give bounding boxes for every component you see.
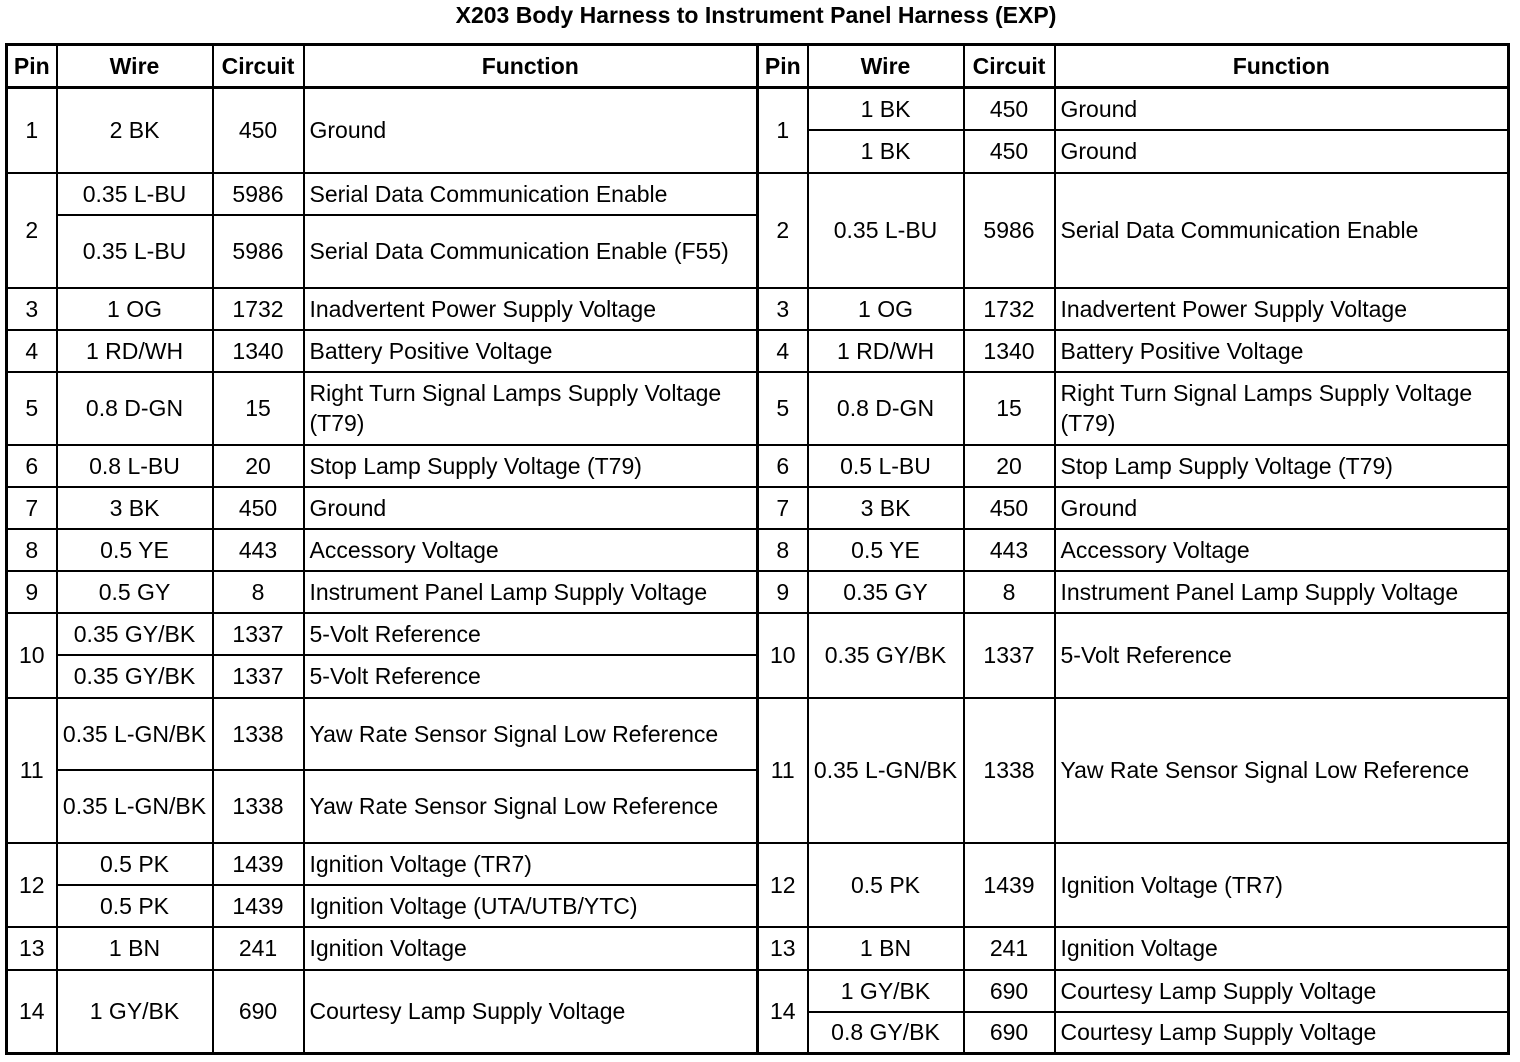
pin-cell: 11	[7, 698, 57, 843]
wire-cell: 1 OG	[808, 288, 964, 330]
pin-cell: 1	[758, 88, 808, 173]
function-cell: 5-Volt Reference	[304, 613, 758, 655]
header-circuit: Circuit	[213, 45, 304, 88]
circuit-cell: 450	[964, 130, 1055, 173]
table-row	[7, 487, 1509, 529]
header-function: Function	[304, 45, 758, 88]
circuit-cell: 1338	[213, 698, 304, 770]
circuit-cell: 1439	[213, 843, 304, 885]
pin-cell: 5	[758, 372, 808, 445]
table-row	[7, 88, 1509, 130]
pin-cell: 9	[758, 571, 808, 613]
function-cell: Serial Data Communication Enable (F55)	[304, 215, 758, 288]
wire-cell: 1 BK	[808, 130, 964, 173]
wire-cell: 3 BK	[57, 487, 213, 529]
function-cell: Ground	[1055, 487, 1509, 529]
wire-cell: 0.5 L-BU	[808, 445, 964, 487]
function-cell: Ground	[304, 487, 758, 529]
wire-cell: 1 GY/BK	[808, 970, 964, 1012]
wire-cell: 0.35 L-GN/BK	[57, 770, 213, 843]
function-cell: Instrument Panel Lamp Supply Voltage	[1055, 571, 1509, 613]
pin-cell: 8	[7, 529, 57, 571]
wire-cell: 0.35 L-GN/BK	[808, 698, 964, 843]
function-cell: Inadvertent Power Supply Voltage	[1055, 288, 1509, 330]
function-cell: Right Turn Signal Lamps Supply Voltage (T79)	[1055, 372, 1509, 445]
circuit-cell: 450	[213, 487, 304, 529]
function-cell: Inadvertent Power Supply Voltage	[304, 288, 758, 330]
wire-cell: 0.35 GY/BK	[57, 613, 213, 655]
function-cell: Yaw Rate Sensor Signal Low Reference	[304, 770, 758, 843]
function-cell: Yaw Rate Sensor Signal Low Reference	[1055, 698, 1509, 843]
circuit-cell: 20	[213, 445, 304, 487]
header-function: Function	[1055, 45, 1509, 88]
circuit-cell: 5986	[213, 173, 304, 215]
circuit-cell: 443	[213, 529, 304, 571]
table-row	[7, 927, 1509, 970]
table-row	[7, 173, 1509, 215]
header-pin: Pin	[758, 45, 808, 88]
circuit-cell: 8	[964, 571, 1055, 613]
wire-cell: 1 RD/WH	[808, 330, 964, 372]
header-wire: Wire	[57, 45, 213, 88]
function-cell: Stop Lamp Supply Voltage (T79)	[1055, 445, 1509, 487]
table-row	[7, 372, 1509, 445]
function-cell: Ground	[304, 88, 758, 173]
wire-cell: 3 BK	[808, 487, 964, 529]
function-cell: Battery Positive Voltage	[304, 330, 758, 372]
pin-cell: 7	[7, 487, 57, 529]
function-cell: Courtesy Lamp Supply Voltage	[1055, 1012, 1509, 1054]
circuit-cell: 450	[213, 88, 304, 173]
circuit-cell: 1337	[964, 613, 1055, 698]
header-wire: Wire	[808, 45, 964, 88]
circuit-cell: 1338	[964, 698, 1055, 843]
table-row	[7, 330, 1509, 372]
pin-cell: 9	[7, 571, 57, 613]
wire-cell: 0.5 PK	[808, 843, 964, 927]
function-cell: Instrument Panel Lamp Supply Voltage	[304, 571, 758, 613]
function-cell: Accessory Voltage	[304, 529, 758, 571]
circuit-cell: 1340	[213, 330, 304, 372]
wire-cell: 1 GY/BK	[57, 970, 213, 1054]
circuit-cell: 1340	[964, 330, 1055, 372]
wire-cell: 1 BK	[808, 88, 964, 130]
circuit-cell: 8	[213, 571, 304, 613]
function-cell: Ground	[1055, 88, 1509, 130]
circuit-cell: 1439	[213, 885, 304, 927]
wire-cell: 0.35 L-BU	[57, 215, 213, 288]
function-cell: Serial Data Communication Enable	[1055, 173, 1509, 288]
pin-cell: 13	[7, 927, 57, 970]
circuit-cell: 15	[213, 372, 304, 445]
circuit-cell: 690	[964, 1012, 1055, 1054]
pin-cell: 1	[7, 88, 57, 173]
header-row	[7, 45, 1509, 88]
function-cell: Ground	[1055, 130, 1509, 173]
table-row	[7, 529, 1509, 571]
table-row	[7, 613, 1509, 655]
pin-cell: 7	[758, 487, 808, 529]
wire-cell: 0.35 L-BU	[808, 173, 964, 288]
pin-cell: 12	[7, 843, 57, 927]
function-cell: Ignition Voltage	[304, 927, 758, 970]
function-cell: 5-Volt Reference	[304, 655, 758, 698]
pin-cell: 13	[758, 927, 808, 970]
function-cell: 5-Volt Reference	[1055, 613, 1509, 698]
function-cell: Courtesy Lamp Supply Voltage	[1055, 970, 1509, 1012]
table-row	[7, 288, 1509, 330]
pin-cell: 3	[758, 288, 808, 330]
pin-cell: 2	[758, 173, 808, 288]
wire-cell: 0.5 YE	[808, 529, 964, 571]
table-row	[7, 970, 1509, 1012]
circuit-cell: 1337	[213, 613, 304, 655]
pin-cell: 6	[758, 445, 808, 487]
pin-cell: 8	[758, 529, 808, 571]
function-cell: Right Turn Signal Lamps Supply Voltage (T79)	[304, 372, 758, 445]
function-cell: Ignition Voltage (UTA/UTB/YTC)	[304, 885, 758, 927]
circuit-cell: 15	[964, 372, 1055, 445]
pin-cell: 10	[758, 613, 808, 698]
pin-cell: 4	[758, 330, 808, 372]
table-row	[7, 698, 1509, 770]
pin-cell: 11	[758, 698, 808, 843]
wire-cell: 0.5 YE	[57, 529, 213, 571]
function-cell: Ignition Voltage	[1055, 927, 1509, 970]
header-circuit: Circuit	[964, 45, 1055, 88]
wire-cell: 0.5 PK	[57, 843, 213, 885]
function-cell: Yaw Rate Sensor Signal Low Reference	[304, 698, 758, 770]
wire-cell: 0.35 GY	[808, 571, 964, 613]
function-cell: Accessory Voltage	[1055, 529, 1509, 571]
circuit-cell: 241	[213, 927, 304, 970]
table-row	[7, 445, 1509, 487]
circuit-cell: 1732	[213, 288, 304, 330]
circuit-cell: 450	[964, 487, 1055, 529]
pin-cell: 10	[7, 613, 57, 698]
circuit-cell: 690	[213, 970, 304, 1054]
wire-cell: 0.35 GY/BK	[57, 655, 213, 698]
circuit-cell: 690	[964, 970, 1055, 1012]
circuit-cell: 443	[964, 529, 1055, 571]
wire-cell: 0.5 GY	[57, 571, 213, 613]
circuit-cell: 1732	[964, 288, 1055, 330]
header-pin: Pin	[7, 45, 57, 88]
wire-cell: 2 BK	[57, 88, 213, 173]
table-row	[7, 843, 1509, 885]
wire-cell: 1 BN	[57, 927, 213, 970]
wire-cell: 0.8 GY/BK	[808, 1012, 964, 1054]
circuit-cell: 450	[964, 88, 1055, 130]
pin-cell: 2	[7, 173, 57, 288]
wire-cell: 0.8 L-BU	[57, 445, 213, 487]
function-cell: Ignition Voltage (TR7)	[304, 843, 758, 885]
pin-cell: 4	[7, 330, 57, 372]
pin-cell: 3	[7, 288, 57, 330]
table-row	[7, 571, 1509, 613]
wire-cell: 0.8 D-GN	[57, 372, 213, 445]
pin-cell: 12	[758, 843, 808, 927]
circuit-cell: 1337	[213, 655, 304, 698]
wire-cell: 1 RD/WH	[57, 330, 213, 372]
function-cell: Serial Data Communication Enable	[304, 173, 758, 215]
wire-cell: 1 BN	[808, 927, 964, 970]
wire-cell: 0.35 L-BU	[57, 173, 213, 215]
wire-cell: 0.8 D-GN	[808, 372, 964, 445]
pin-cell: 14	[758, 970, 808, 1054]
circuit-cell: 241	[964, 927, 1055, 970]
wire-cell: 0.5 PK	[57, 885, 213, 927]
page-title: X203 Body Harness to Instrument Panel Harness (EXP)	[455, 2, 1057, 28]
function-cell: Ignition Voltage (TR7)	[1055, 843, 1509, 927]
wire-cell: 0.35 L-GN/BK	[57, 698, 213, 770]
function-cell: Stop Lamp Supply Voltage (T79)	[304, 445, 758, 487]
circuit-cell: 20	[964, 445, 1055, 487]
circuit-cell: 5986	[213, 215, 304, 288]
wire-cell: 0.35 GY/BK	[808, 613, 964, 698]
circuit-cell: 1338	[213, 770, 304, 843]
pin-cell: 5	[7, 372, 57, 445]
circuit-cell: 1439	[964, 843, 1055, 927]
function-cell: Battery Positive Voltage	[1055, 330, 1509, 372]
function-cell: Courtesy Lamp Supply Voltage	[304, 970, 758, 1054]
pinout-table	[5, 43, 1510, 1055]
pin-cell: 6	[7, 445, 57, 487]
pin-cell: 14	[7, 970, 57, 1054]
circuit-cell: 5986	[964, 173, 1055, 288]
wire-cell: 1 OG	[57, 288, 213, 330]
